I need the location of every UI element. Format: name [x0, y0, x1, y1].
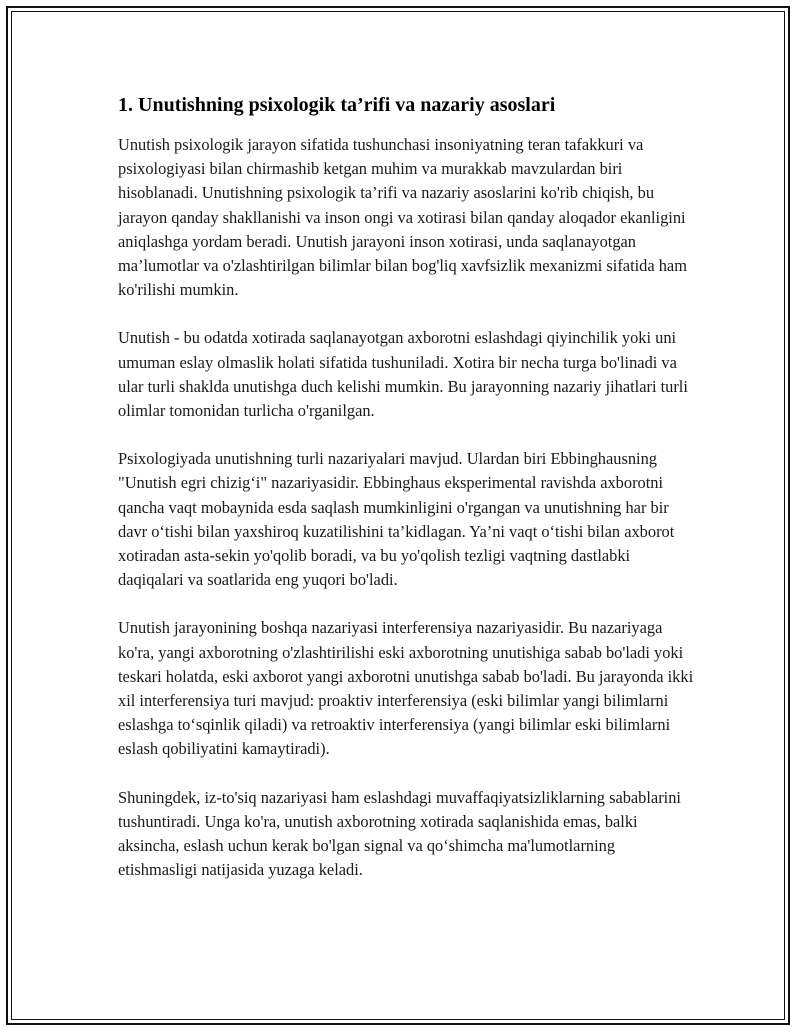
paragraph-cue-dependent: Shuningdek, iz-to'siq nazariyasi ham eslashdagi muvaffaqiyatsizliklarning sabablarini tushuntiradi. Unga ko'ra, unutish axborotning xotirada saqlanishida emas, balki aksincha, eslash uchun kerak bo'lgan signal va qo‘shimcha ma'lumotlarning etishmasligi natijasida yuzaga keladi. [118, 787, 681, 880]
paragraph-ebbinghaus: Psixologiyada unutishning turli nazariyalari mavjud. Ulardan biri Ebbinghausning "Unutish egri chizig‘i" nazariyasidir. Ebbinghaus eksperimental ravishda axborotni qancha vaqt mobaynida esda saqlash mumkinligini o'rgangan va unutishning har bir davr o‘tishi bilan yaxshiroq kuzatilishini ta’kidlagan. Ya’ni vaqt o‘tishi bilan axborot xotiradan asta-sekin yo'qolib boradi, va bu yo'qolish tezligi vaqtning dastlabki daqiqalari va soatlarida eng yuqori bo'ladi. [118, 449, 675, 590]
paragraph-definition: Unutish - bu odatda xotirada saqlanayotgan axborotni eslashdagi qiyinchilik yoki uni umuman eslay olmaslik holati sifatida tushuniladi. Xotira bir necha turga bo'linadi va ular turli shaklda unutishga duch kelishi mumkin. Bu jarayonning nazariy jihatlari turli olimlar tomonidan turlicha o'rganilgan. [118, 328, 688, 421]
paragraph-intro: Unutish psixologik jarayon sifatida tushunchasi insoniyatning teran tafakkuri va psixologiyasi bilan chirmashib ketgan muhim va murakkab mavzulardan biri hisoblanadi. Unutishning psixologik ta’rifi va nazariy asoslarini ko'rib chiqish, bu jarayon qanday shakllanishi va inson ongi va xotirasi bilan qanday aloqador ekanligini aniqlashga yordam beradi. Unutish jarayoni inson xotirasi, unda saqlanayotgan ma’lumotlar va o'zlashtirilgan bilimlar bilan bog'liq xavfsizlik mexanizmi sifatida ham ko'rilishi mumkin. [118, 135, 687, 300]
paragraph-interference: Unutish jarayonining boshqa nazariyasi interferensiya nazariyasidir. Bu nazariyaga ko'ra, yangi axborotning o'zlashtirilishi eski axborotning unutishiga sabab bo'ladi yoki teskari holatda, eski axborot yangi axborotni unutishga sabab bo'ladi. Bu jarayonda ikki xil interferensiya turi mavjud: proaktiv interferensiya (eski bilimlar yangi bilimlarni eslashga to‘sqinlik qiladi) va retroaktiv interferensiya (yangi bilimlar eski bilimlarni eslash qobiliyatini kamaytiradi). [118, 618, 694, 759]
section-heading: 1. Unutishning psixologik ta’rifi va nazariy asoslari [118, 94, 556, 116]
document-body [118, 92, 698, 906]
